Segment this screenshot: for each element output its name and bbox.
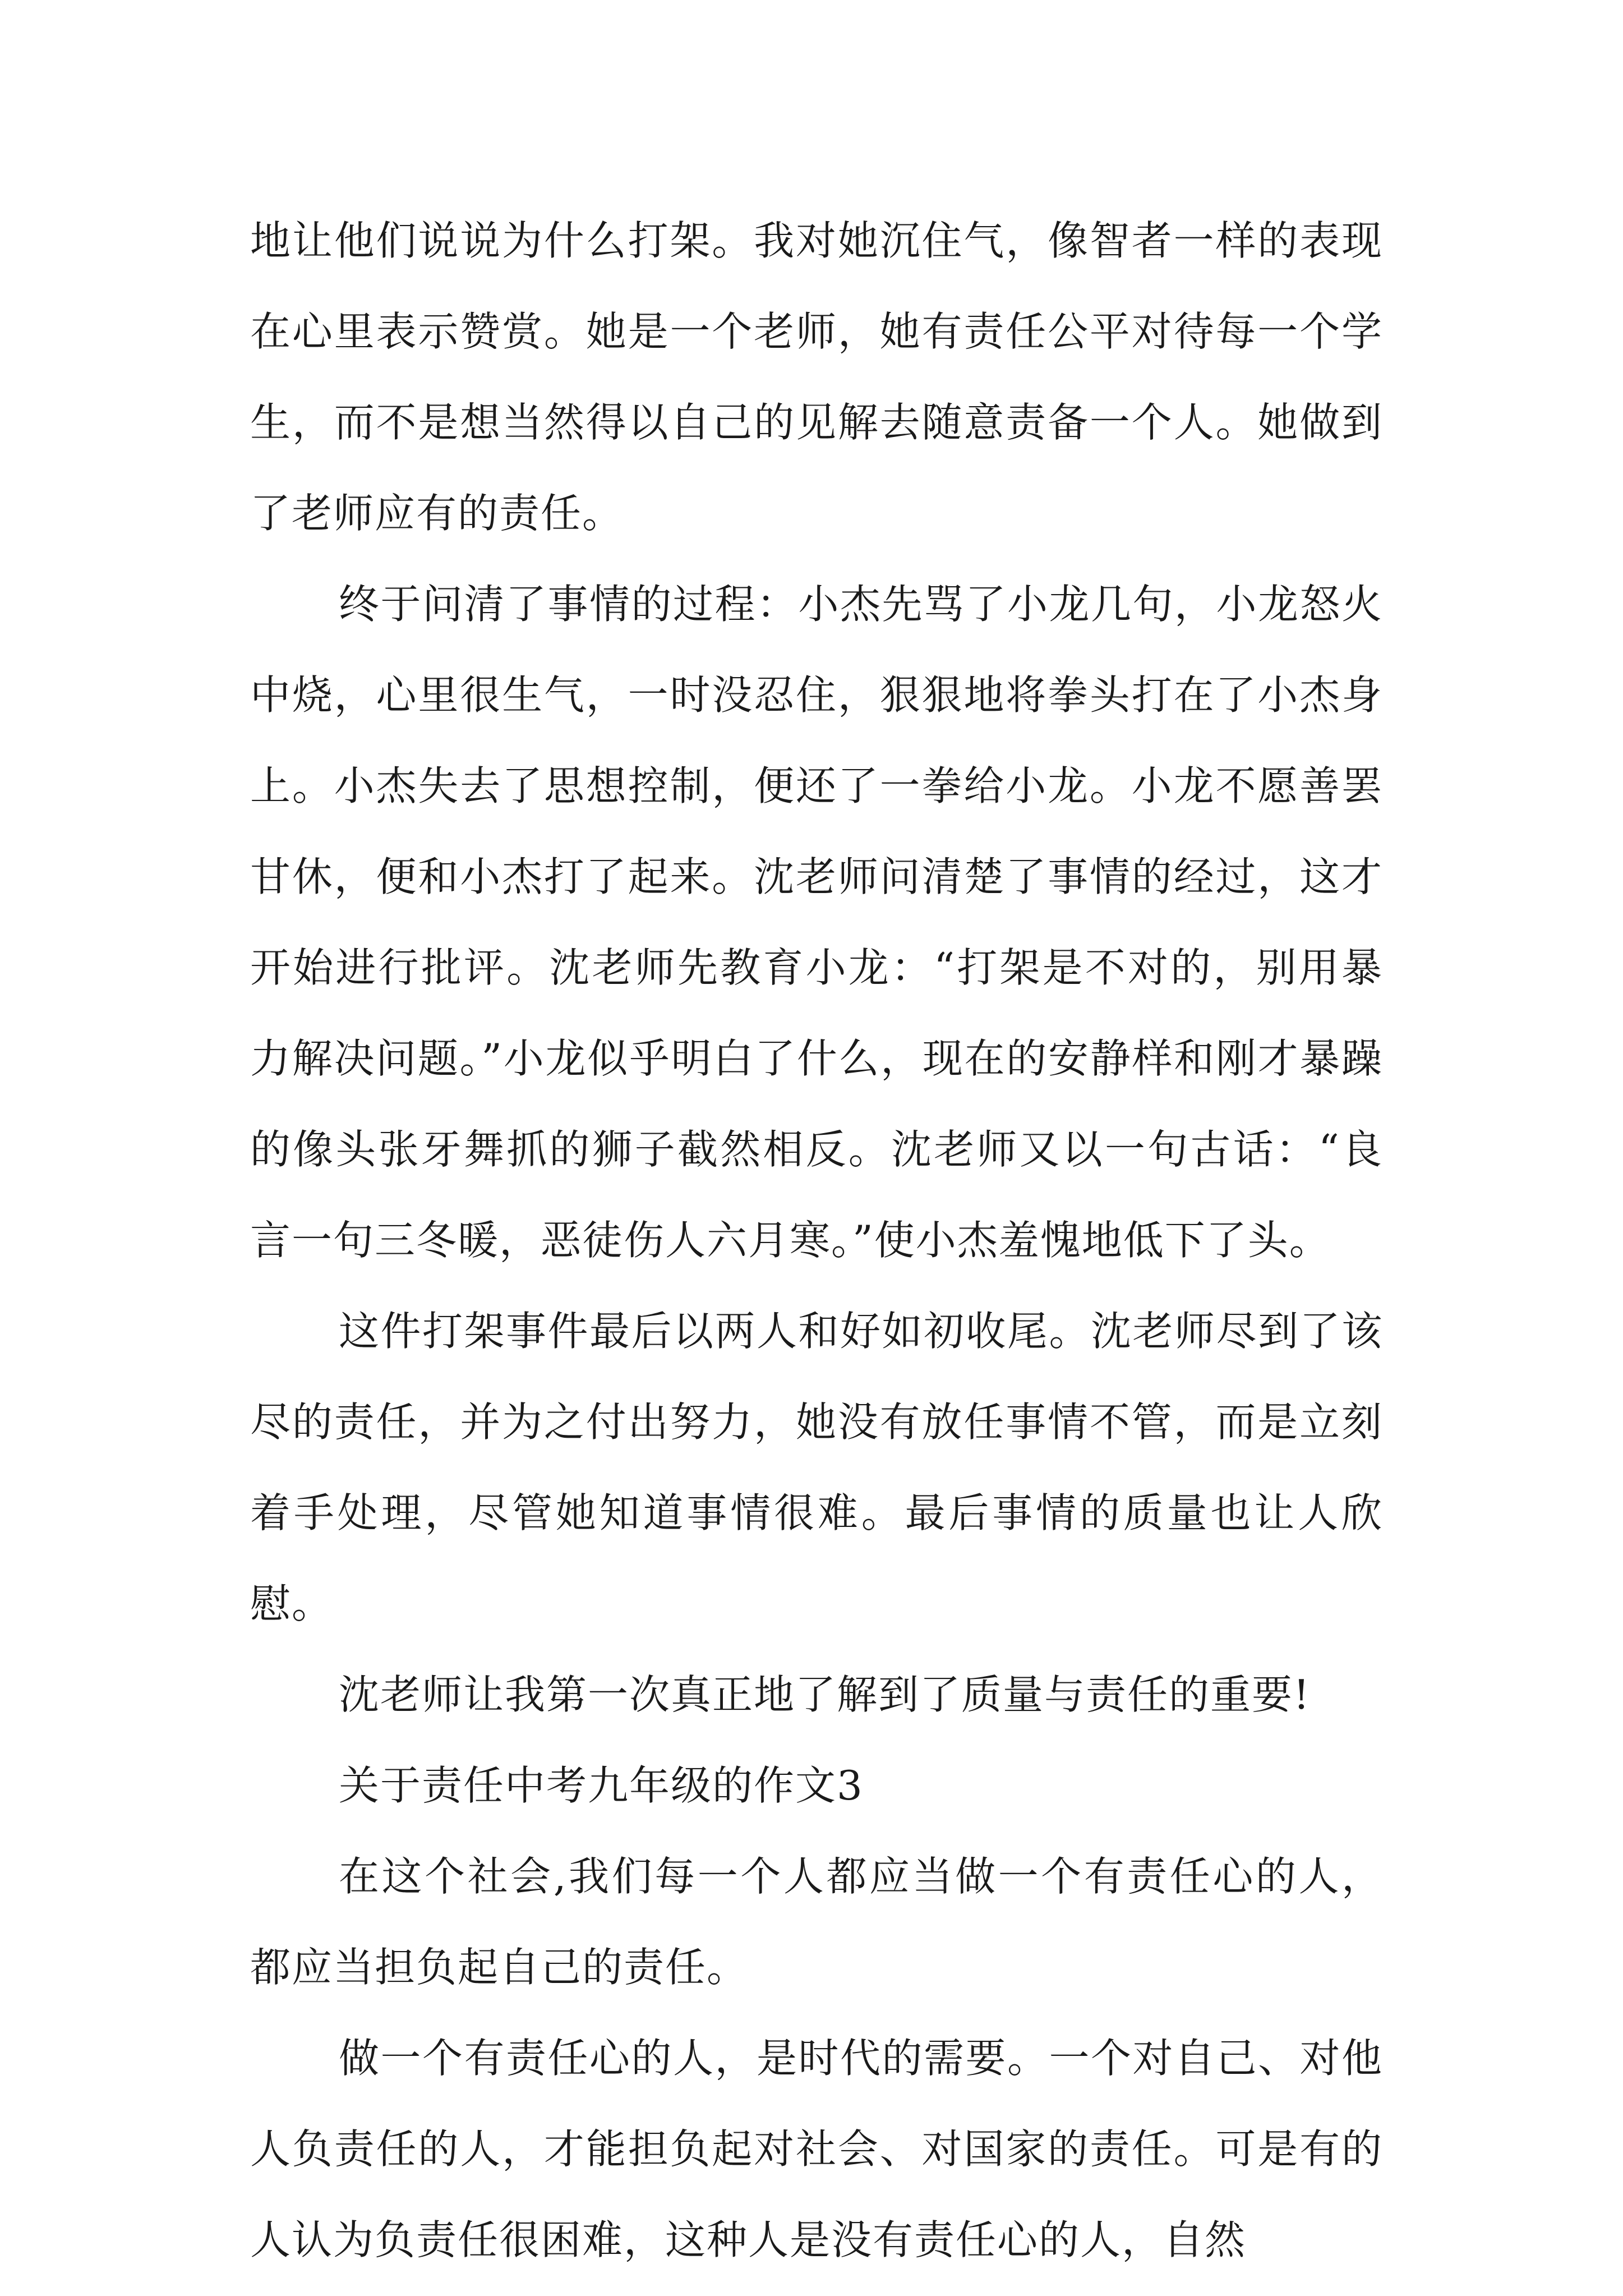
paragraph-2: 终于问清了事情的过程：小杰先骂了小龙几句，小龙怒火中烧，心里很生气，一时没忍住，狠狠地将拳头打在了小杰身上。小杰失去了思想控制，便还了一拳给小龙。小龙不愿善罢甘休，便和小杰打了起来。沈老师问清楚了事情的经过，这才开始进行批评。沈老师先教育小龙：“打架是不对的，别用暴力解决问题。”小龙似乎明白了什么，现在的安静样和刚才暴躁的像头张牙舞抓的狮子截然相反。沈老师又以一句古话：“良言一句三冬暖，恶徒伤人六月寒。”使小杰羞愧地低下了头。 [250, 581, 1383, 1264]
paragraph-6: 在这个社会,我们每一个人都应当做一个有责任心的人，都应当担负起自己的责任。 [250, 1853, 1383, 1991]
paragraph-3: 这件打架事件最后以两人和好如初收尾。沈老师尽到了该尽的责任，并为之付出努力，她没有放任事情不管，而是立刻着手处理，尽管她知道事情很难。最后事情的质量也让人欣慰。 [250, 1308, 1383, 1627]
document-body [250, 195, 1383, 2285]
paragraph-7: 做一个有责任心的人，是时代的需要。一个对自己、对他人负责任的人，才能担负起对社会、对国家的责任。可是有的人认为负责任很困难，这种人是没有责任心的人，自然 [250, 2035, 1383, 2263]
paragraph-4: 沈老师让我第一次真正地了解到了质量与责任的重要! [339, 1671, 1311, 1718]
section-heading: 关于责任中考九年级的作文3 [339, 1762, 864, 1809]
paragraph-1: 地让他们说说为什么打架。我对她沉住气，像智者一样的表现在心里表示赞赏。她是一个老师，她有责任公平对待每一个学生，而不是想当然得以自己的见解去随意责备一个人。她做到了老师应有的责任。 [250, 217, 1383, 537]
